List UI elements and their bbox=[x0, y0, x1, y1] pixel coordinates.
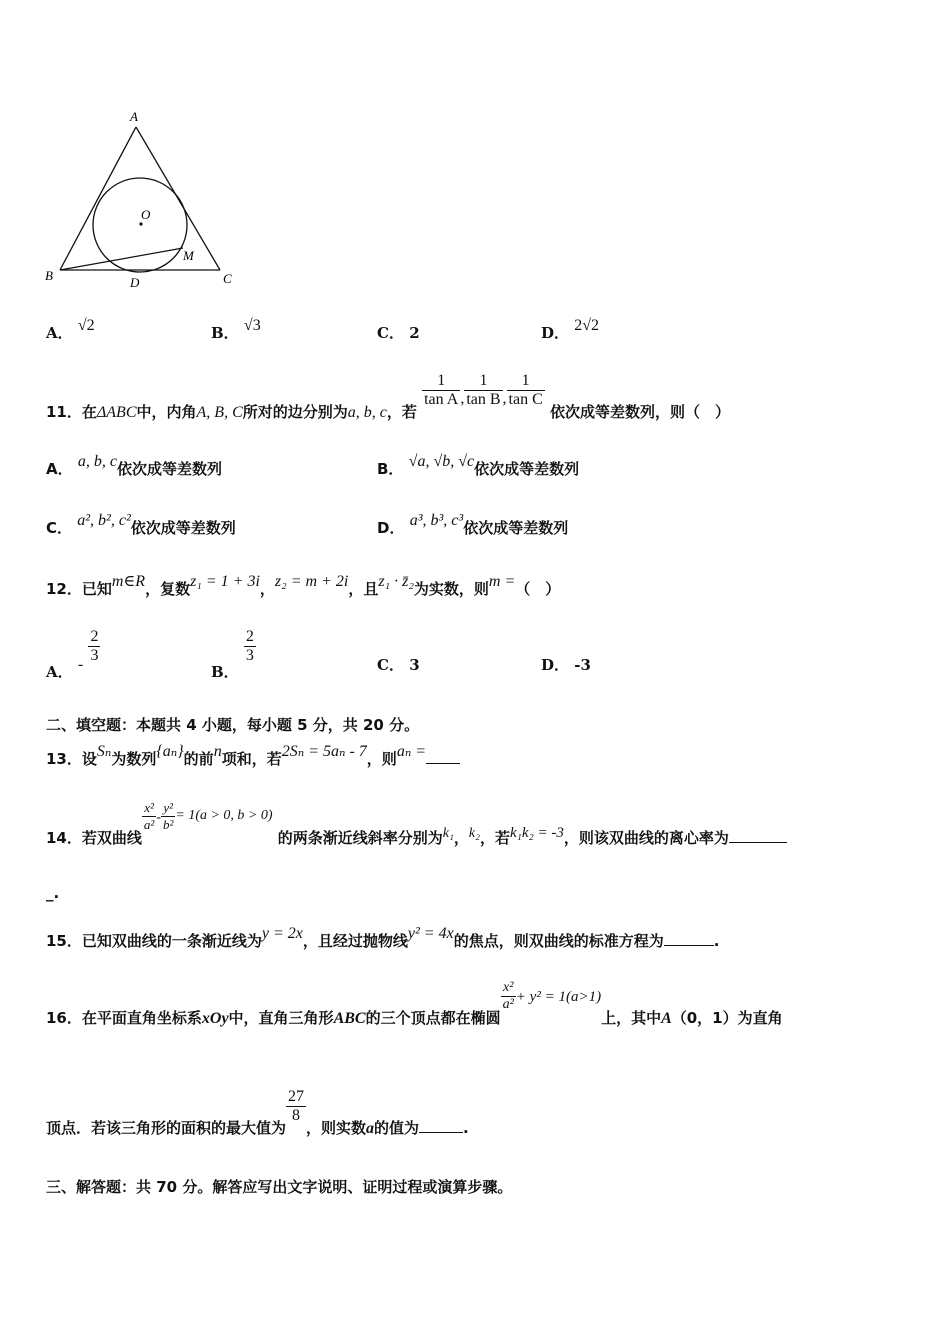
q12-option-c[interactable] bbox=[377, 654, 420, 675]
triangle-incircle-figure bbox=[40, 105, 250, 295]
text: 的前 bbox=[183, 750, 214, 768]
option-key: D． bbox=[377, 519, 405, 537]
math: + y² = 1(a>1) bbox=[515, 989, 602, 1005]
fraction-1-tan-a bbox=[422, 372, 460, 409]
option-key: A． bbox=[46, 662, 73, 681]
text: 为实数，则 bbox=[413, 580, 489, 598]
text: ，则实数 bbox=[306, 1119, 367, 1137]
denominator: a² bbox=[143, 817, 155, 832]
text: 在平面直角坐标系 bbox=[81, 1009, 202, 1027]
option-key: C． bbox=[377, 324, 404, 342]
fraction-x2-a2 bbox=[501, 980, 516, 1013]
math: A bbox=[661, 1010, 672, 1027]
text: ， bbox=[453, 829, 469, 847]
text: ，复数 bbox=[145, 580, 191, 598]
text: . bbox=[713, 932, 720, 950]
text: ，则该双曲线的离心率为 bbox=[563, 829, 729, 847]
label-m: M bbox=[183, 248, 194, 263]
fraction-1-tan-b bbox=[464, 372, 502, 409]
answer-blank[interactable] bbox=[664, 945, 714, 946]
text: 中，内角 bbox=[136, 403, 197, 421]
text: 若双曲线 bbox=[81, 829, 142, 847]
math: a bbox=[366, 1120, 375, 1137]
math: xOy bbox=[201, 1010, 229, 1027]
section-2-heading: 二、填空题：本题共 4 小题，每小题 5 分，共 20 分。 bbox=[46, 716, 420, 734]
text: 设 bbox=[81, 750, 97, 768]
side-ab bbox=[60, 127, 136, 270]
q11-option-c[interactable] bbox=[46, 512, 236, 538]
text: ，若 bbox=[386, 403, 417, 421]
math: aₙ = bbox=[396, 743, 427, 760]
numerator: x² bbox=[142, 800, 156, 817]
option-key: B． bbox=[211, 324, 239, 342]
math: {aₙ} bbox=[156, 743, 184, 760]
text: 依次成等差数列，则（ ） bbox=[550, 403, 731, 421]
q10-option-d[interactable] bbox=[541, 317, 600, 343]
text: （0，1）为直角 bbox=[671, 1009, 783, 1027]
numerator: 1 bbox=[507, 372, 545, 391]
text: 的三个顶点都在椭圆 bbox=[365, 1009, 501, 1027]
q12-option-d[interactable] bbox=[541, 654, 591, 675]
label-a: A bbox=[130, 109, 138, 124]
question-11: 11．在ΔABC中，内角A, B, C所对的边分别为a, b, c，若 $\frac{1}{\text{tan A}}$ , $\frac{1}{\text{tan B}}$ , $\frac{1}{\text{tan C}}$ 依次成等差数列，则（ ） bbox=[46, 372, 731, 421]
answer-blank[interactable] bbox=[729, 842, 787, 843]
math: k₂ bbox=[468, 826, 480, 841]
math: z₁ = 1 + 3i bbox=[190, 573, 260, 590]
text: 已知双曲线的一条渐近线为 bbox=[81, 932, 262, 950]
numerator: 1 bbox=[464, 372, 502, 391]
option-value: √3 bbox=[243, 317, 261, 334]
option-text: 依次成等差数列 bbox=[116, 460, 222, 478]
numerator: y² bbox=[161, 800, 175, 817]
question-number: 12． bbox=[46, 580, 82, 598]
math: ABC bbox=[333, 1010, 366, 1027]
math: z₂ = m + 2i bbox=[274, 573, 349, 590]
denominator: 3 bbox=[90, 647, 99, 664]
math: n bbox=[213, 743, 222, 760]
answer-blank[interactable] bbox=[426, 763, 460, 764]
option-key: C． bbox=[46, 519, 73, 537]
math: - bbox=[77, 655, 84, 673]
math: a², b², c² bbox=[77, 512, 131, 529]
math: z₁ · z̄₂ bbox=[378, 573, 414, 590]
question-number: 14． bbox=[46, 829, 82, 847]
q11-option-a[interactable] bbox=[46, 453, 222, 479]
q10-option-c[interactable] bbox=[377, 322, 420, 343]
answer-blank[interactable] bbox=[419, 1132, 463, 1133]
q12-option-a[interactable] bbox=[46, 628, 100, 681]
option-value: -3 bbox=[574, 656, 591, 674]
math: = 1(a > 0, b > 0) bbox=[175, 808, 273, 823]
center-dot bbox=[139, 222, 142, 225]
option-key: B． bbox=[211, 662, 239, 681]
numerator: x² bbox=[501, 980, 516, 997]
math: k₁k₂ = -3 bbox=[510, 825, 564, 841]
option-text: 依次成等差数列 bbox=[463, 519, 569, 537]
option-value: 2√2 bbox=[574, 317, 600, 334]
math: ΔABC bbox=[96, 404, 137, 421]
math: y² = 4x bbox=[407, 925, 454, 942]
math: a, b, c bbox=[347, 404, 387, 421]
question-14 bbox=[46, 800, 787, 847]
text: 的焦点，则双曲线的标准方程为 bbox=[453, 932, 664, 950]
text: 的两条渐近线斜率分别为 bbox=[277, 829, 443, 847]
option-fraction bbox=[88, 628, 100, 665]
denominator: 8 bbox=[292, 1107, 301, 1124]
math: k₁ bbox=[442, 826, 454, 841]
numerator: 2 bbox=[245, 628, 254, 645]
option-key: D． bbox=[541, 324, 570, 342]
text: 中，直角三角形 bbox=[228, 1009, 334, 1027]
question-number: 11． bbox=[46, 403, 82, 421]
denominator: a² bbox=[502, 997, 514, 1012]
text: ，且经过抛物线 bbox=[302, 932, 408, 950]
text: 所对的边分别为 bbox=[242, 403, 348, 421]
math: m = bbox=[488, 573, 516, 590]
option-value: 2 bbox=[409, 324, 420, 342]
math: 2Sₙ = 5aₙ - 7 bbox=[281, 743, 367, 760]
text: 的值为 bbox=[374, 1119, 420, 1137]
denominator: b² bbox=[162, 817, 174, 832]
q12-option-b[interactable] bbox=[211, 628, 256, 681]
text: 已知 bbox=[81, 580, 112, 598]
option-text: 依次成等差数列 bbox=[474, 460, 580, 478]
text: （ ） bbox=[515, 580, 561, 598]
option-key: D． bbox=[541, 656, 570, 674]
text: . bbox=[463, 1119, 469, 1137]
label-c: C bbox=[223, 271, 232, 286]
denominator: tan A bbox=[424, 391, 459, 408]
q10-option-b[interactable] bbox=[211, 317, 261, 343]
text: 上，其中 bbox=[601, 1009, 662, 1027]
option-key: B． bbox=[377, 460, 404, 478]
text: ，且 bbox=[348, 580, 379, 598]
text: 项和，若 bbox=[221, 750, 282, 768]
numerator: 1 bbox=[422, 372, 460, 391]
question-number: 15． bbox=[46, 932, 82, 950]
fraction-x2-a2 bbox=[142, 800, 156, 833]
label-o: O bbox=[141, 207, 151, 222]
option-key: A． bbox=[46, 460, 73, 478]
text: 在 bbox=[81, 403, 97, 421]
fraction-27-8 bbox=[286, 1088, 306, 1125]
fraction-1-tan-c bbox=[507, 372, 545, 409]
math: y = 2x bbox=[261, 925, 303, 942]
denominator: tan B bbox=[466, 391, 501, 408]
text: 顶点．若该三角形的面积的最大值为 bbox=[46, 1119, 287, 1137]
option-key: C． bbox=[377, 656, 404, 674]
label-b: B bbox=[45, 268, 53, 283]
numerator: 27 bbox=[288, 1088, 305, 1105]
text: ，若 bbox=[480, 829, 511, 847]
numerator: 2 bbox=[90, 628, 99, 645]
denominator: 3 bbox=[245, 647, 254, 664]
option-fraction bbox=[244, 628, 256, 665]
q11-option-b[interactable] bbox=[377, 453, 580, 479]
option-value: 3 bbox=[409, 656, 420, 674]
math: √a, √b, √c bbox=[408, 453, 475, 470]
math: A, B, C bbox=[196, 404, 243, 421]
question-15 bbox=[46, 925, 720, 951]
option-text: 依次成等差数列 bbox=[130, 519, 236, 537]
question-number: 13． bbox=[46, 750, 82, 768]
question-13 bbox=[46, 743, 460, 769]
section-3-heading: 三、解答题：共 70 分。解答应写出文字说明、证明过程或演算步骤。 bbox=[46, 1178, 513, 1196]
math: m∈R bbox=[111, 573, 146, 590]
question-16-line-2 bbox=[46, 1088, 469, 1137]
option-key: A． bbox=[46, 324, 73, 342]
question-16 bbox=[46, 980, 783, 1027]
question-12 bbox=[46, 573, 561, 599]
math: - bbox=[156, 810, 161, 825]
fraction-y2-b2 bbox=[161, 800, 175, 833]
option-value: √2 bbox=[77, 317, 95, 334]
question-14-tail: _. bbox=[46, 884, 60, 902]
question-number: 16． bbox=[46, 1009, 82, 1027]
label-d: D bbox=[130, 275, 140, 290]
text: ， bbox=[259, 580, 275, 598]
denominator: tan C bbox=[508, 391, 543, 408]
q11-option-d[interactable] bbox=[377, 512, 569, 538]
math: Sₙ bbox=[96, 743, 112, 760]
q10-option-a[interactable] bbox=[46, 317, 95, 343]
math: a, b, c bbox=[77, 453, 117, 470]
math: a³, b³, c³ bbox=[409, 512, 464, 529]
text: 为数列 bbox=[111, 750, 157, 768]
text: ，则 bbox=[366, 750, 397, 768]
segment-bm bbox=[60, 248, 183, 270]
